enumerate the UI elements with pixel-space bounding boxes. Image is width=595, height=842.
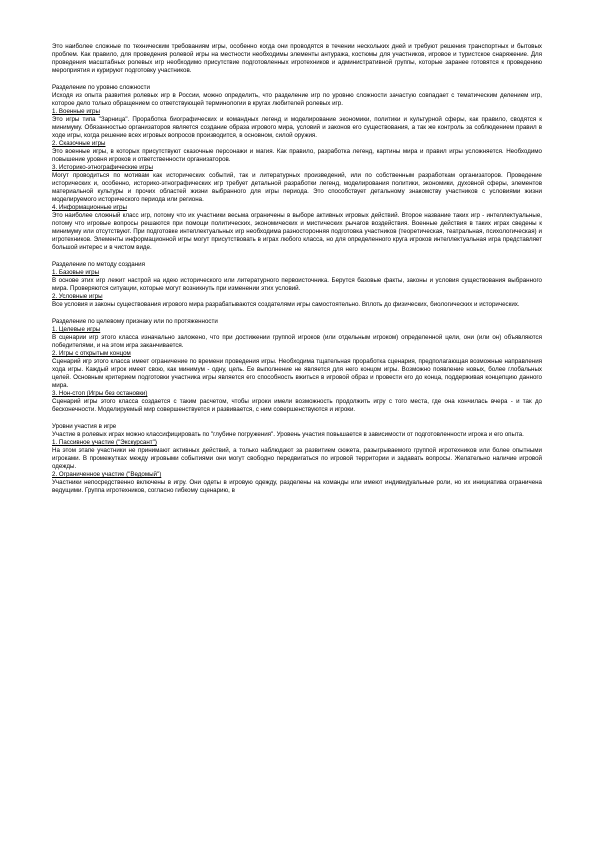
- subheading-fairy-games: 2. Сказочные игры: [52, 140, 106, 147]
- paragraph-military-games: Это игры типа "Зарница". Проработка биографических и командных легенд и моделирование экономики, политики и культурной сферы, как правило, сводятся к минимуму. Обязанностью организаторов является создание образа игрового мира, условий и законов его существования, а так же контроль за соблюдением правил в ходе игры, когда решение всех игровых вопросов производится, в основном, силой оружия.: [52, 116, 542, 139]
- document-page: [52, 43, 542, 495]
- section-title-participation: Уровни участия в игре: [52, 423, 117, 430]
- intro-paragraph: Это наиболее сложные по техническим требованиям игры, особенно когда они проводятся в течении нескольких дней и требуют решения транспортных и бытовых проблем. Как правило, для проведения ролевой игры на местности необходимы элементы антуража, костюмы для участников, игровое и туристское снаряжение. Для проведения масштабных ролевых игр необходимо присутствие подготовленных игротехников и административной группы, которые заранее готовятся к проведению мероприятия и курируют подготовку участников.: [52, 43, 542, 74]
- paragraph-passive-participation: На этом этапе участники не принимают активных действий, а только наблюдают за развитием сюжета, разыгрываемого группой игротехников или более опытными игроками. В промежутках между игровыми событиями они могут свободно передвигаться по игровой территории и задавать вопросы. Желательно наличие игровой одежды.: [52, 447, 542, 470]
- subheading-base-games: 1. Базовые игры: [52, 269, 100, 276]
- paragraph-information-games: Это наиболее сложный класс игр, потому что их участники весьма ограничены в выборе активных игровых действий. Второе название таких игр - интеллектуальные, потому что игровые вопросы решаются при помощи политических, экономических и мистических рычагов воздействия. Военные действия в таких играх сведены к минимуму или отсутствуют. При подготовке интеллектуальных игр необходима разносторонняя подготовка участников (теоретическая, театральная, психологическая) и игротехников. Элементы информационной игры могут присутствовать в играх любого класса, но для определенного круга игроков интеллектуальная игра представляет большой интерес и в чистом виде.: [52, 212, 542, 251]
- subheading-passive-participation: 1. Пассивное участие ("Экскурсант"): [52, 439, 157, 446]
- paragraph-target-games: В сценарии игр этого класса изначально заложено, что при достижении группой игроков (или отдельным игроком) определенной цели, они (или он) объявляются победителями, и на этом игра заканчивается.: [52, 334, 542, 349]
- paragraph-fairy-games: Это военные игры, в которых присутствуют сказочные персонажи и магия. Как правило, разработка легенд, картины мира и правил игры усложняется. Необходимо повышение уровня игроков и ответственности организаторов.: [52, 148, 542, 163]
- subheading-open-end-games: 2. Игры с открытым концом: [52, 350, 131, 357]
- paragraph-open-end-games: Сценарий игр этого класса имеет ограничение по времени проведения игры. Необходима тщательная проработка сценария, предполагающая возможные направления хода игры. Каждый игрок имеет свою, как минимум - одну, цель. Ее выполнение не является для него концом игры. Возможно появление новых, более глобальных целей. Основным критерием подготовки участника игры является его способность вжиться в игровой образ и провести его до конца, поддерживая концепцию данного мира.: [52, 358, 542, 389]
- section-text-complexity: Исходя из опыта развития ролевых игр в России, можно определить, что разделение игр по уровню сложности зачастую совпадает с тематическим делением игр, которое дело только обращением со ответствующей терминологии в кругах любителей ролевых игр.: [52, 92, 542, 107]
- paragraph-nonstop-games: Сценарий игры этого класса создается с таким расчетом, чтобы игроки имели возможность продолжить игру с того места, где она кончилась вчера - и так до бесконечности. Моделируемый мир совершенствуется и развивается, с ним совершенствуются и игроки.: [52, 398, 542, 413]
- paragraph-base-games: В основе этих игр лежит настрой на идею исторического или литературного первоисточника. Берутся базовые факты, законы и условия существования выбранного мира. Проверяются ситуации, которые могут возникнуть при изменении этих условий.: [52, 277, 542, 292]
- section-text-participation: Участие в ролевых играх можно классифицировать по "глубине погружения". Уровень участия повышается в зависимости от подготовленности игрока и его опыта.: [52, 431, 524, 438]
- section-title-complexity: Разделение по уровню сложности: [52, 84, 150, 91]
- paragraph-conditional-games: Все условия и законы существования игрового мира разрабатываются создателями игры самостоятельно. Вплоть до физических, биологических и исторических.: [52, 301, 520, 308]
- subheading-limited-participation: 2. Ограниченное участие ("Ведомый"): [52, 471, 162, 478]
- subheading-target-games: 1. Целевые игры: [52, 326, 101, 333]
- subheading-military-games: 1. Военные игры: [52, 108, 100, 115]
- subheading-historical-games: 3. Историко-этнографические игры: [52, 164, 153, 171]
- paragraph-historical-games: Могут проводиться по мотивам как исторических событий, так и литературных произведений, или по собственным разработкам организаторов. Проведение исторических и, особенно, историко-этнографических игр требует детальной разработки легенд, моделирования политики, экономики, духовной сферы, элементов материальной культуры и прочих областей жизни выбранного для игры периода. Это способствует детальному знакомству участников с условиями жизни моделируемого исторического периода или региона.: [52, 172, 542, 203]
- subheading-nonstop-games: 3. Нон-стоп (Игры без остановки): [52, 390, 148, 397]
- section-title-creation: Разделение по методу создания: [52, 261, 145, 268]
- subheading-conditional-games: 2. Условные игры: [52, 293, 103, 300]
- paragraph-limited-participation: Участники непосредственно включены в игру. Они одеты в игровую одежду, разделены на команды или имеют индивидуальные роли, но их инициатива ограничена ведущими. Группа игротехников, согласно гибкому сценарию, в: [52, 479, 542, 494]
- subheading-information-games: 4. Информационные игры: [52, 204, 127, 211]
- section-title-target: Разделение по целевому признаку или по протяженности: [52, 318, 218, 325]
